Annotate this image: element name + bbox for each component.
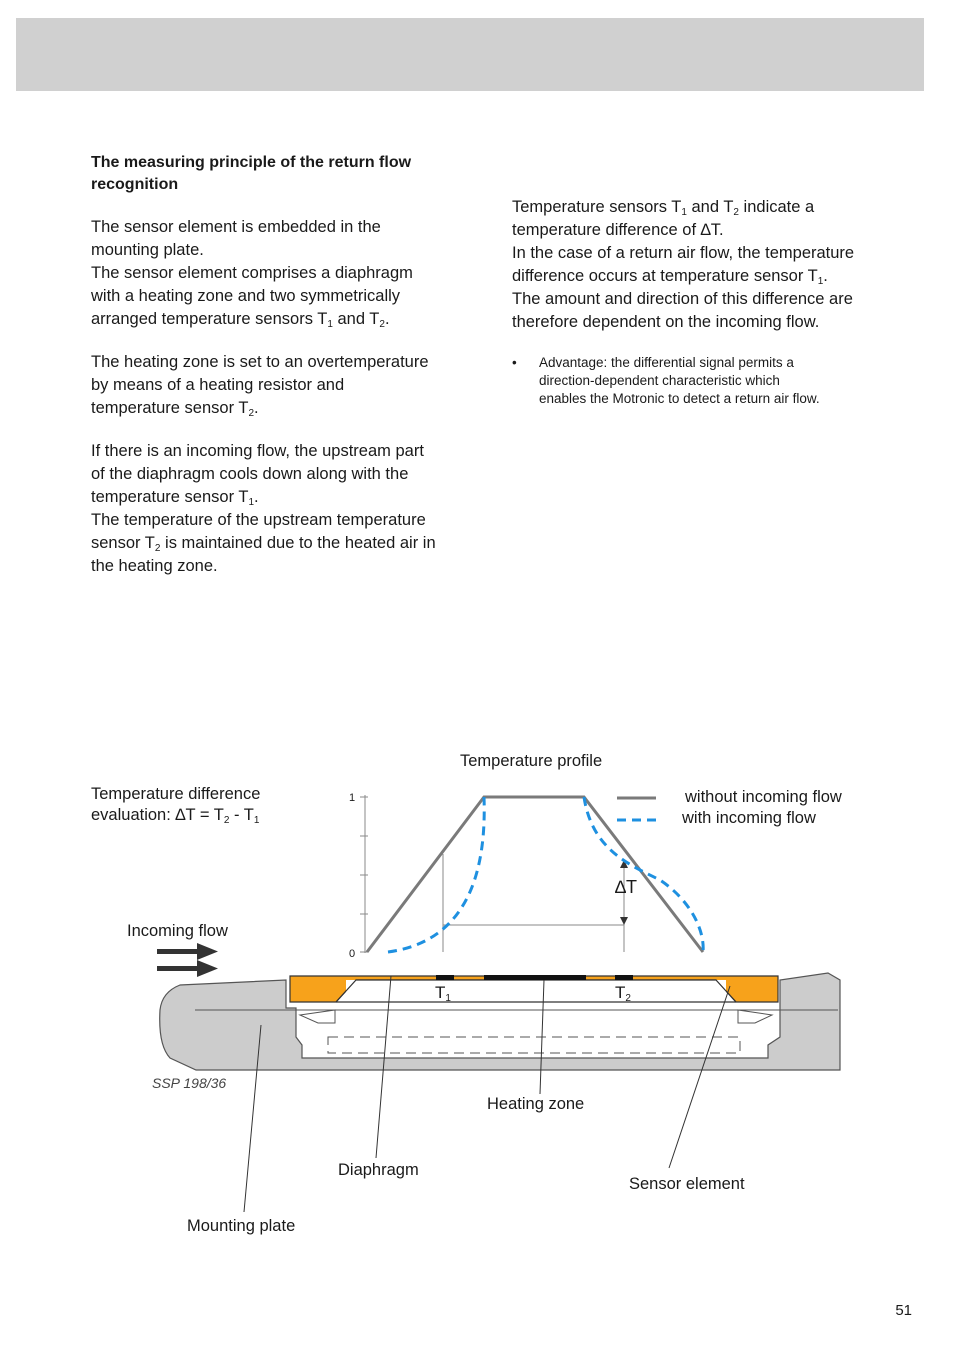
left-paragraph-2 [91,351,491,420]
text-line: therefore dependent on the incoming flow. [512,313,820,331]
text-line: Advantage: the differential signal permits a [539,355,794,370]
axis-tick-1: 1 [349,792,356,804]
t1-sensor-strip [436,975,454,980]
text-line: temperature difference of ∆T. [512,221,724,239]
eval-label-2: evaluation: $\Delta T = T_2 - T_1$ [91,806,260,826]
page-number: 51 [895,1302,912,1319]
incoming-flow-label: Incoming flow [127,922,228,940]
header-band [16,18,924,91]
text-line: mounting plate. [91,241,204,259]
incoming-flow-arrows-icon [157,943,218,977]
text-line: with a heating zone and two symmetrically [91,287,401,305]
text-line: The sensor element is embedded in the [91,218,381,236]
profile-with-flow-left [388,797,484,952]
left-paragraph-1 [91,216,491,331]
text-line: In the case of a return air flow, the temperature [512,244,855,262]
legend-without-label: without incoming flow [685,788,842,806]
legend-with-label: with incoming flow [682,809,816,827]
left-cavity [300,1010,335,1023]
left-paragraph-3 [91,440,491,578]
text-line: temperature sensor $T_2$. [91,399,259,419]
text-line: enables the Motronic to detect a return air flow. [539,391,820,406]
heating-zone-strip [484,975,586,980]
text-line: sensor $T_2$ is maintained due to the heated air in [91,534,436,554]
text-line: The temperature of the upstream temperature [91,511,426,529]
text-line: difference occurs at temperature sensor $T_1$. [512,267,828,287]
diaphragm-window [346,980,726,1002]
delta-arrow-down-icon [620,917,628,925]
text-line: If there is an incoming flow, the upstream part [91,442,424,460]
sensor-figure [0,740,960,1260]
text-line: The sensor element comprises a diaphragm [91,264,413,282]
left-column [91,152,491,598]
sensor-element-leader [669,986,730,1168]
text-line: arranged temperature sensors $T_1$ and $T_2$. [91,310,390,330]
ssp-reference: SSP 198/36 [152,1075,227,1091]
section-heading: The measuring principle of the return flow recognition [91,154,412,193]
advantage-bullet [512,354,912,408]
sensor-element-label: Sensor element [629,1175,745,1193]
right-cavity [738,1010,772,1023]
right-column [512,196,912,408]
diaphragm-label: Diaphragm [338,1161,419,1179]
axis-tick-0: 0 [349,948,356,960]
text-line: The amount and direction of this difference are [512,290,853,308]
figure-title: Temperature profile [460,752,603,770]
eval-label-1: Temperature difference [91,785,261,803]
text-line: Temperature sensors $T_1$ and $T_2$ indicate a [512,198,815,218]
text-line: temperature sensor $T_1$. [91,488,259,508]
text-line: by means of a heating resistor and [91,376,345,394]
right-paragraph-1 [512,196,912,334]
dashed-channel [328,1037,740,1053]
t2-sensor-strip [615,975,633,980]
text-line: The heating zone is set to an overtemperature [91,353,429,371]
t2-label: $T_2$ [615,983,631,1004]
text-line: of the diaphragm cools down along with the [91,465,409,483]
delta-t-label: ∆T [615,877,638,897]
t1-label: $T_1$ [435,983,451,1004]
mounting-plate-label: Mounting plate [187,1217,296,1235]
heating-zone-label: Heating zone [487,1095,585,1113]
text-line: direction-dependent characteristic which [539,373,780,388]
text-line: the heating zone. [91,557,218,575]
bullet-dot-icon: • [512,355,517,370]
